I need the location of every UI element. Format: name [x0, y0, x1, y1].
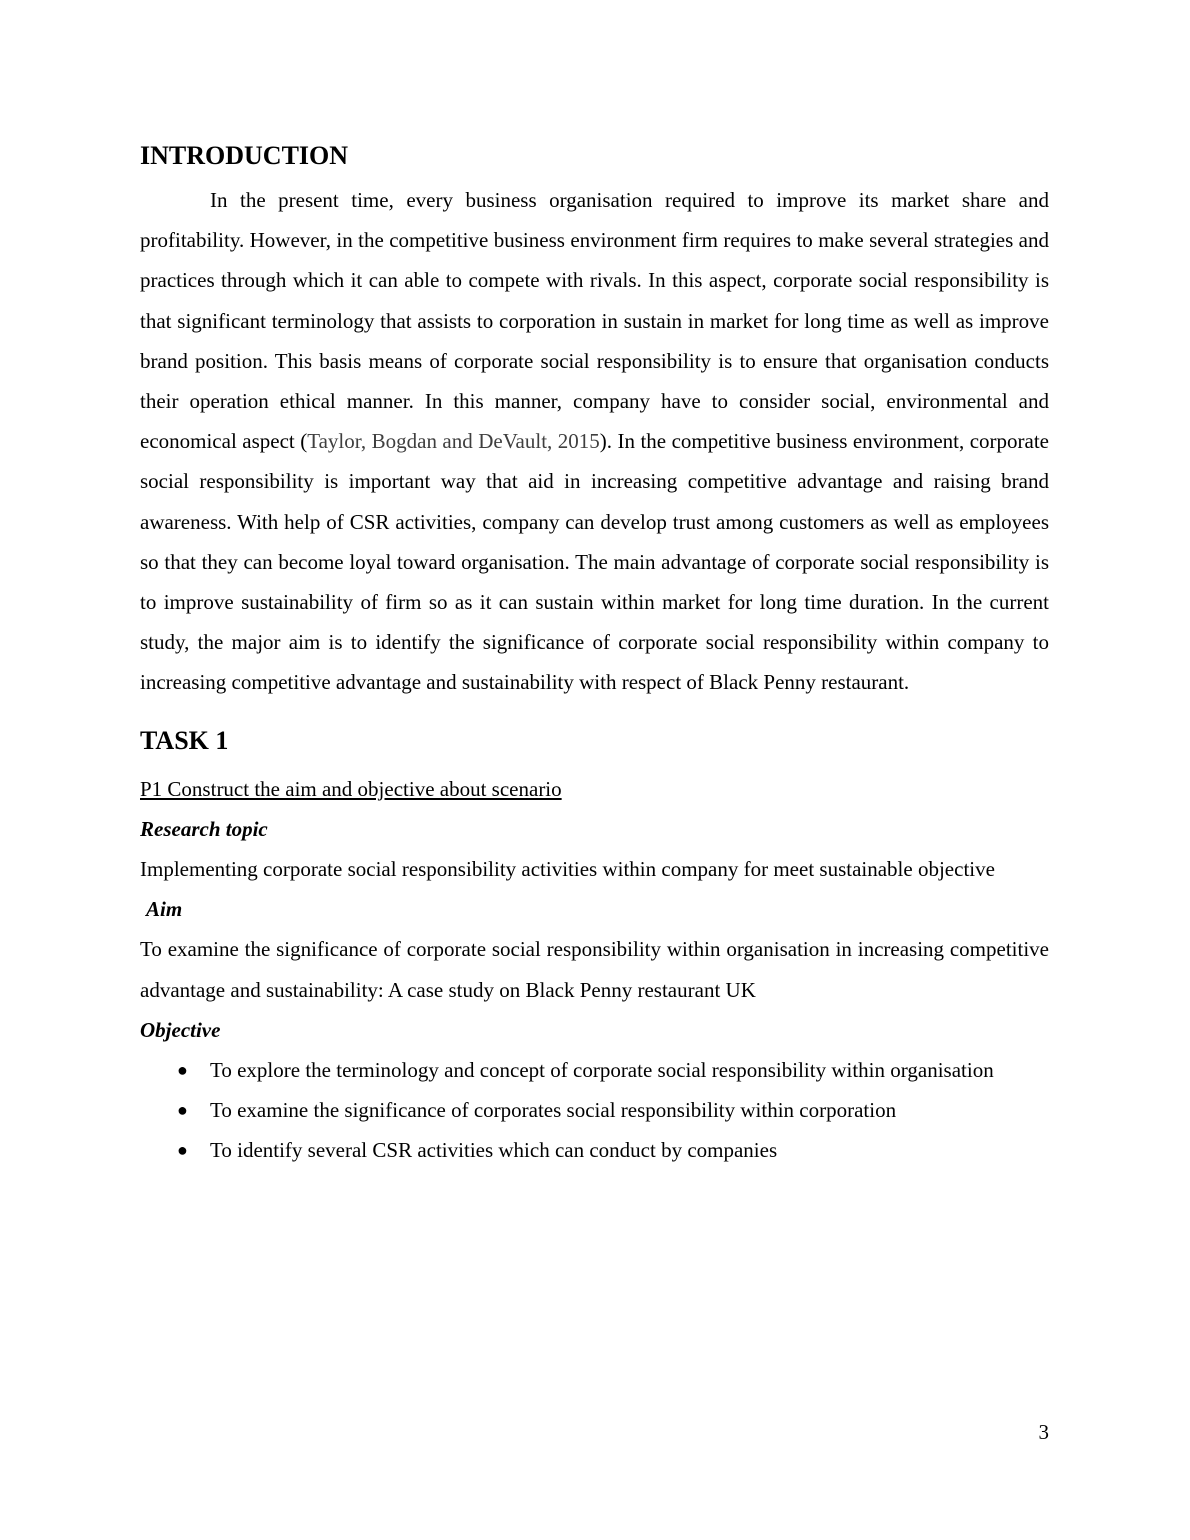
objective-text: To identify several CSR activities which can conduct by companies [210, 1138, 778, 1163]
objective-item [140, 1050, 1049, 1090]
objective-item [140, 1130, 1049, 1170]
bullet-icon: ● [177, 1140, 188, 1161]
aim-label: Aim [146, 897, 183, 922]
bullet-icon: ● [177, 1060, 188, 1081]
objective-item [140, 1090, 1049, 1130]
introduction-heading: INTRODUCTION [140, 141, 349, 170]
objective-text: To examine the significance of corporates social responsibility within corporation [210, 1098, 897, 1123]
research-topic-label: Research topic [140, 816, 268, 841]
objectives-list [140, 1050, 1049, 1171]
introduction-text-part1: In the present time, every business organisation required to improve its market share and profitability. However, in the competitive business environment firm requires to make several strategies and practices through which it can able to compete with rivals. In this aspect, corporate social responsibility is that significant terminology that assists to corporation in sustain in market for long time as well as improve brand position. This basis means of corporate social responsibility is to ensure that organisation conducts their operation ethical manner. In this manner, company have to consider social, environmental and economical aspect ( [140, 188, 1049, 454]
p1-title: P1 Construct the aim and objective about scenario [140, 776, 562, 801]
introduction-paragraph [140, 180, 1049, 703]
objective-text: To explore the terminology and concept of corporate social responsibility within organisation [210, 1058, 994, 1083]
bullet-icon: ● [177, 1100, 188, 1121]
introduction-text-part2: ). In the competitive business environment, corporate social responsibility is important way that aid in increasing competitive advantage and raising brand awareness. With help of CSR activities, company can develop trust among customers as well as employees so that they can become loyal toward organisation. The main advantage of corporate social responsibility is to improve sustainability of firm so as it can sustain within market for long time duration. In the current study, the major aim is to identify the significance of corporate social responsibility within company to increasing competitive advantage and sustainability with respect of Black Penny restaurant. [140, 429, 1050, 695]
citation: Taylor, Bogdan and DeVault, 2015 [307, 429, 600, 454]
aim-text: To examine the significance of corporate social responsibility within organisation in increasing competitive advantage and sustainability: A case study on Black Penny restaurant UK [140, 937, 1049, 1002]
research-topic-text: Implementing corporate social responsibility activities within company for meet sustainable objective [140, 857, 995, 882]
document-page [140, 138, 1049, 1171]
task1-heading: TASK 1 [140, 725, 229, 755]
objective-label: Objective [140, 1017, 221, 1042]
page-number: 3 [1038, 1420, 1049, 1444]
